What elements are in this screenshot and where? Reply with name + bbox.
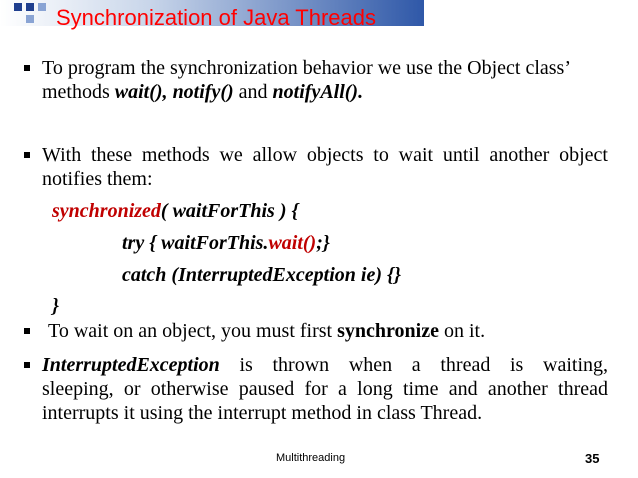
bullet1-line2 — [42, 80, 363, 104]
bullet3-prefix: To wait on an object, you must first — [48, 320, 338, 342]
bullet-icon — [24, 362, 30, 368]
bullet4-line3: interrupts it using the interrupt method in class Thread. — [42, 402, 483, 424]
bullet2-line2: notifies them: — [42, 168, 153, 190]
code-line2-prefix: try { waitForThis. — [122, 232, 269, 254]
bullet2-line1: With these methods we allow objects to wait until another object — [42, 144, 608, 166]
code-line4: } — [52, 295, 59, 317]
code-line2 — [122, 231, 330, 255]
code-line1 — [52, 199, 298, 223]
bullet4-line2: sleeping, or otherwise paused for a long time and another thread — [42, 378, 608, 400]
code-line2-suffix: ;} — [316, 232, 330, 254]
decor-square-icon — [26, 15, 34, 23]
bullet-icon — [24, 152, 30, 158]
page-number: 35 — [585, 451, 600, 466]
bullet4-line1-rest: is thrown when a thread is waiting, — [219, 354, 608, 376]
decor-square-icon — [14, 3, 22, 11]
bullet1-and: and — [233, 81, 273, 103]
bullet3-suffix: on it. — [438, 320, 486, 342]
bullet-icon — [24, 65, 30, 71]
bullet1-line1: To program the synchronization behavior we use the Object class’ — [42, 57, 571, 79]
decor-square-icon — [26, 3, 34, 11]
bullet1-prefix: methods — [42, 81, 115, 103]
method-wait: wait(), — [114, 81, 168, 103]
code-line1-rest: ( waitForThis ) { — [160, 200, 299, 222]
bullet4-term: InterruptedException — [42, 354, 220, 376]
method-notifyall: notifyAll(). — [272, 81, 364, 103]
bullet-icon — [24, 328, 30, 334]
bullet3-line — [48, 319, 485, 343]
bullet3-keyword: synchronize — [337, 320, 439, 342]
code-keyword: synchronized — [52, 200, 161, 222]
code-line3: catch (InterruptedException ie) {} — [122, 264, 401, 286]
decor-square-icon — [38, 3, 46, 11]
bullet4-line1 — [42, 353, 608, 377]
slide-title: Synchronization of Java Threads — [56, 5, 376, 30]
code-wait-call: wait() — [268, 232, 317, 254]
method-notify: notify() — [172, 81, 234, 103]
footer-label: Multithreading — [276, 452, 346, 464]
